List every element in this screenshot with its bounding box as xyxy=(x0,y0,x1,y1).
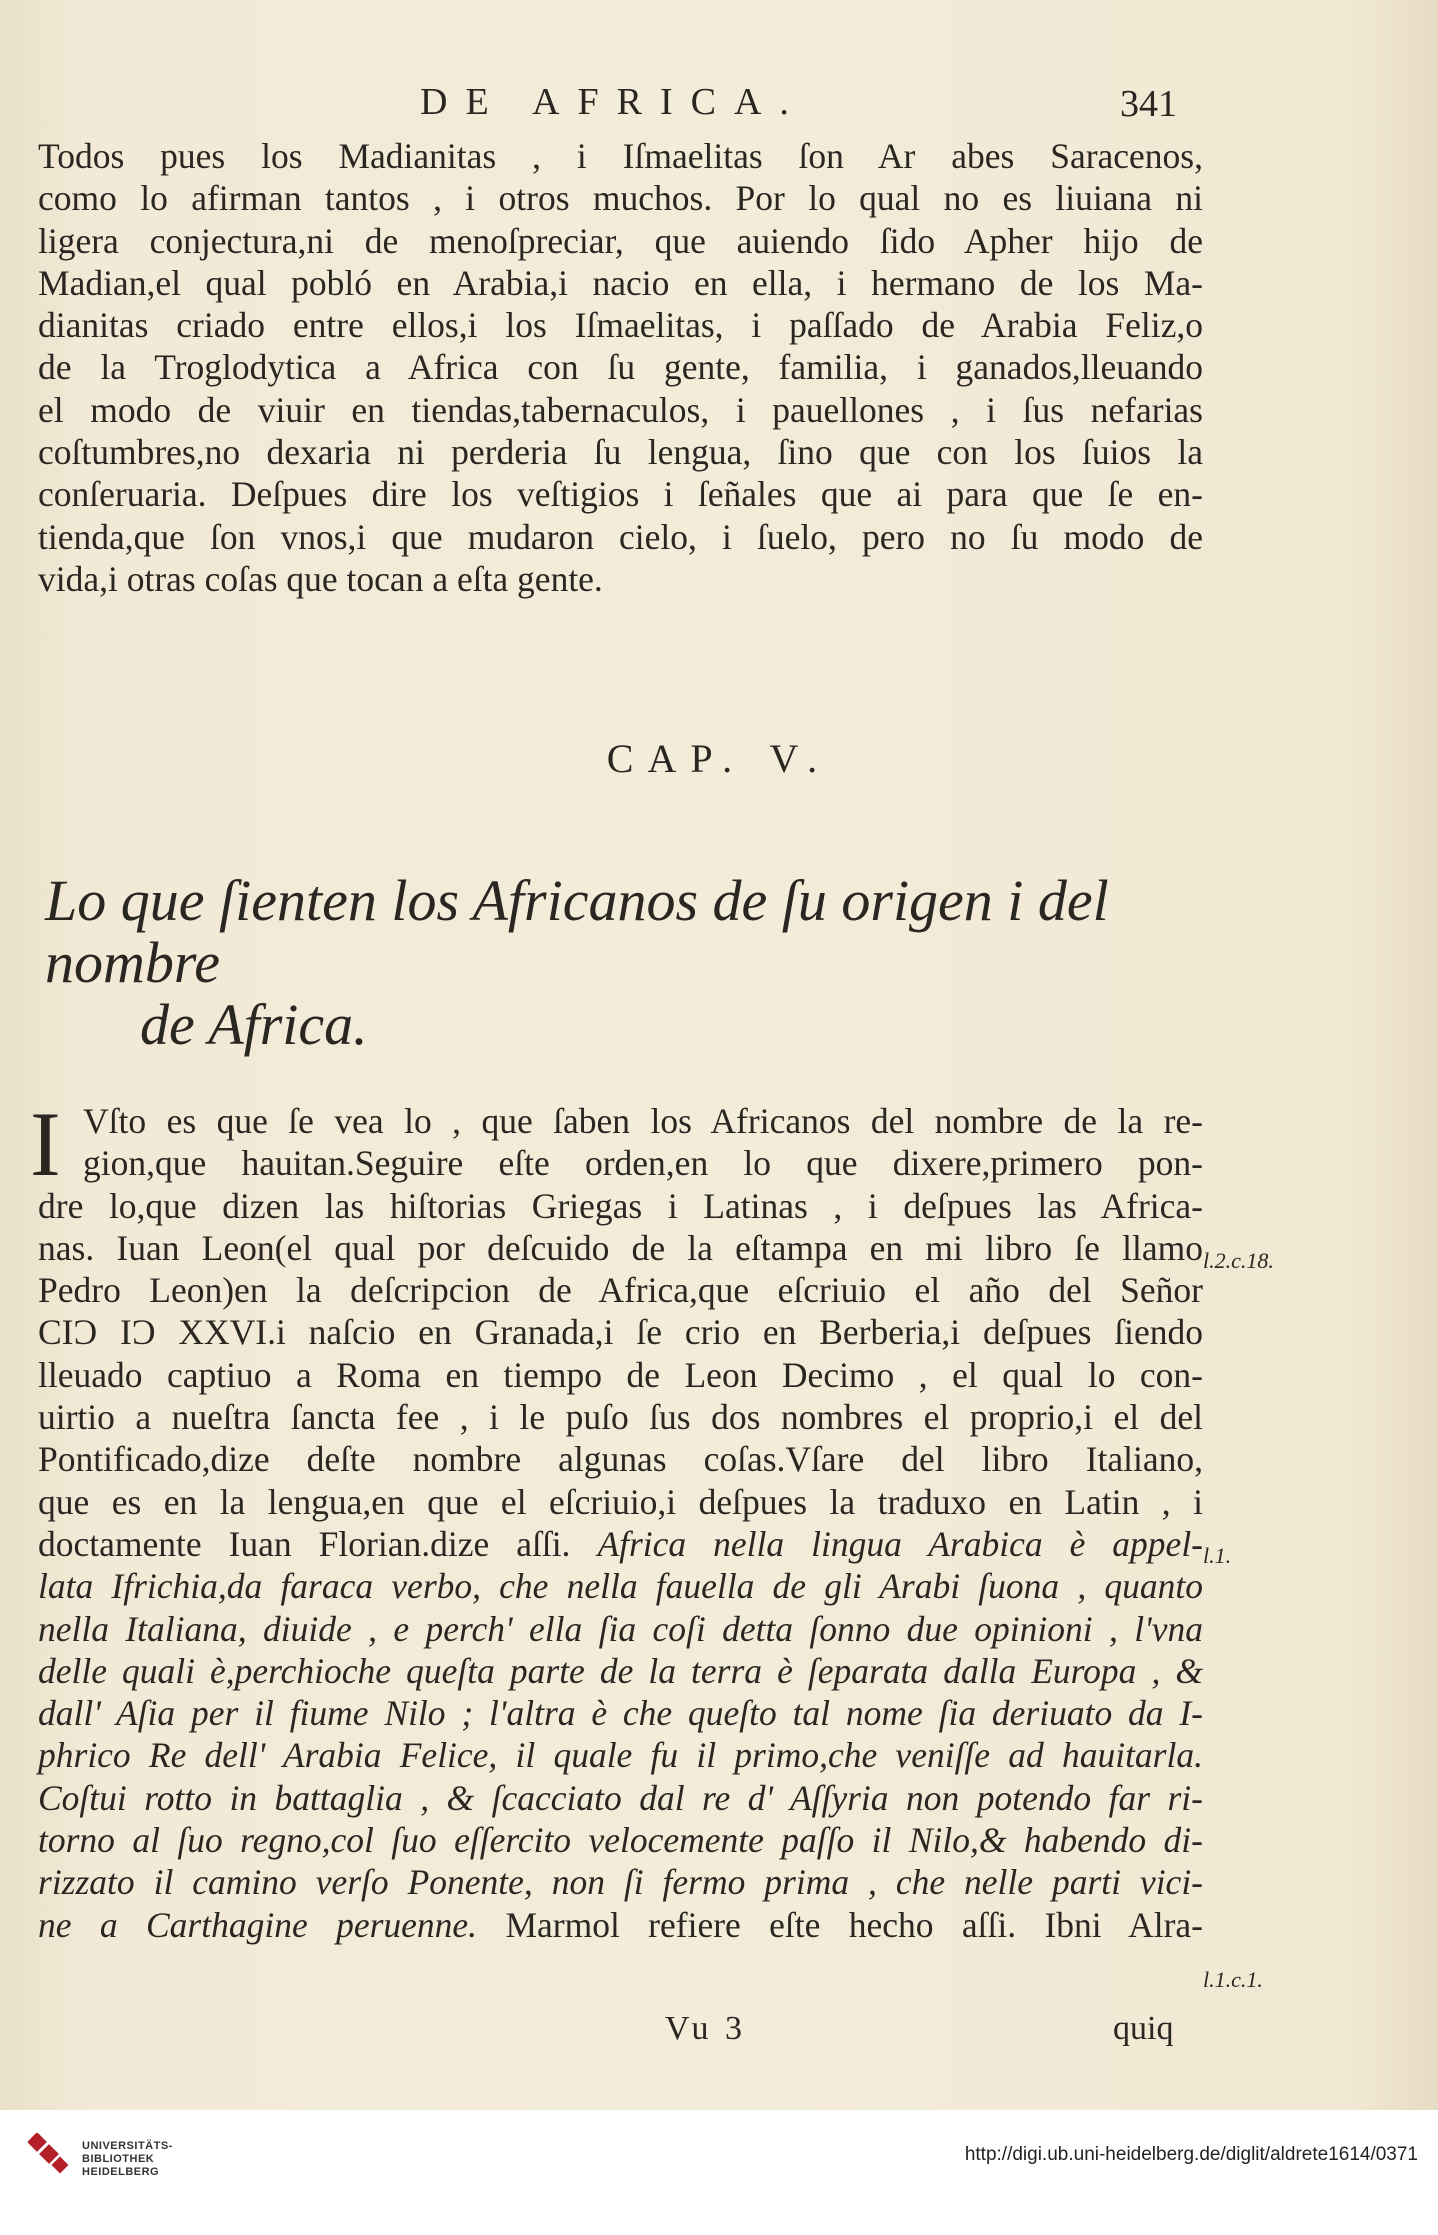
text-line: Todos pues los Madianitas , i Iſmaelitas ſon Ar abes Saracenos, xyxy=(38,136,1203,176)
library-name-line: HEIDELBERG xyxy=(82,2166,160,2178)
text-line: dianitas criado entre ellos,i los Iſmaelitas, i paſſado de Arabia Feliz,o xyxy=(38,305,1203,346)
text-line: el modo de viuir en tiendas,tabernaculos, i pauellones , i ſus nefarias xyxy=(38,389,1203,430)
italic-segment: ne a Carthagine peruenne. xyxy=(38,1904,478,1945)
text-line-mixed xyxy=(38,1523,1203,1565)
text-line: coſtumbres,no dexaria ni perderia ſu lengua, ſino que con los ſuios la xyxy=(38,432,1203,473)
text-line: dre lo,que dizen las hiſtorias Griegas i Latinas , i deſpues las Africa- xyxy=(38,1185,1203,1226)
italic-text-line: lata Ifrichia,da faraca verbo, che nella fauella de gli Arabi ſuona , quanto xyxy=(38,1566,1203,1607)
drop-cap: I xyxy=(30,1093,61,1195)
italic-text-line: torno al ſuo regno,col ſuo eſſercito velocemente paſſo il Nilo,& habendo di- xyxy=(38,1820,1203,1861)
italic-text-line: rizzato il camino verſo Ponente, non ſi fermo prima , che nelle parti vici- xyxy=(38,1862,1203,1903)
text-line: nas. Iuan Leon(el qual por deſcuido de la eſtampa en mi libro ſe llamo xyxy=(38,1227,1203,1268)
text-line: Vſto es que ſe vea lo , que ſaben los Africanos del nombre de la re- xyxy=(83,1101,1203,1141)
library-name-line: BIBLIOTHEK xyxy=(82,2153,155,2165)
chapter-title-line-2: de Africa. xyxy=(140,992,368,1057)
running-head xyxy=(0,80,1438,130)
margin-note: l.1. xyxy=(1203,1543,1232,1568)
chapter-title-line-1: Lo que ſienten los Africanos de ſu origen i del nombre xyxy=(45,868,1109,995)
text-line: como lo afirman tantos , i otros muchos. Por lo qual no es liuiana ni xyxy=(38,178,1203,219)
text-line: de la Troglodytica a Africa con ſu gente, familia, i ganados,lleuando xyxy=(38,347,1203,388)
library-logo-icon xyxy=(28,2133,70,2175)
text-line: Madian,el qual pobló en Arabia,i nacio en ella, i hermano de los Ma- xyxy=(38,262,1203,303)
chapter-heading: CAP. V. xyxy=(606,736,832,781)
chapter-title xyxy=(45,870,1205,1056)
text-line: vida,i otras coſas que tocan a eſta gente. xyxy=(38,558,603,599)
roman-segment: Marmol refiere eſte hecho aſſi. Ibni Alra- xyxy=(505,1904,1203,1945)
text-line: conſeruaria. Deſpues dire los veſtigios i ſeñales que ai para que ſe en- xyxy=(38,474,1203,515)
running-title: DE AFRICA. xyxy=(420,81,807,123)
page-number: 341 xyxy=(1120,83,1177,125)
margin-note: l.1.c.1. xyxy=(1203,1967,1263,1992)
text-line: uirtio a nueſtra ſancta fee , i le puſo ſus dos nombres el proprio,i el del xyxy=(38,1397,1203,1438)
text-line: CIƆ IƆ XXVI.i naſcio en Granada,i ſe crio en Berberia,i deſpues ſiendo xyxy=(38,1312,1203,1353)
text-line: lleuado captiuo a Roma en tiempo de Leon Decimo , el qual lo con- xyxy=(38,1354,1203,1395)
text-line-mixed xyxy=(38,1904,1203,1946)
italic-text-line: Coſtui rotto in battaglia , & ſcacciato dal re d' Aſſyria non potendo far ri- xyxy=(38,1777,1203,1818)
text-line: ligera conjectura,ni de menoſpreciar, que auiendo ſido Apher hijo de xyxy=(38,220,1203,261)
italic-segment: Africa nella lingua Arabica è appel- xyxy=(597,1523,1204,1564)
library-name xyxy=(82,2140,173,2179)
text-line: tienda,que ſon vnos,i que mudaron cielo, i ſuelo, pero no ſu modo de xyxy=(38,516,1203,557)
text-line: Pontificado,dize deſte nombre algunas coſas.Vſare del libro Italiano, xyxy=(38,1439,1203,1480)
text-line: Pedro Leon)en la deſcripcion de Africa,que eſcriuio el año del Señor xyxy=(38,1270,1203,1311)
italic-text-line: nella Italiana, diuide , e perch' ella ſia coſi detta ſonno due opinioni , l'vna xyxy=(38,1608,1203,1649)
signature-mark: Vu 3 xyxy=(665,2010,747,2047)
library-name-line: UNIVERSITÄTS- xyxy=(82,2140,173,2152)
library-footer-bar xyxy=(0,2110,1438,2235)
text-line: que es en la lengua,en que el eſcriuio,i deſpues la traduxo en Latin , i xyxy=(38,1481,1203,1522)
paragraph-2 xyxy=(38,1100,1203,1946)
italic-text-line: delle quali è,perchioche queſta parte de la terra è ſeparata dalla Europa , & xyxy=(38,1650,1203,1691)
catchword: quiq xyxy=(1113,2010,1174,2047)
roman-segment: doctamente Iuan Florian.dize aſſi. xyxy=(38,1523,571,1564)
italic-text-line: dall' Aſia per il fiume Nilo ; l'altra è che queſto tal nome ſia deriuato da I- xyxy=(38,1693,1203,1734)
margin-note: l.2.c.18. xyxy=(1203,1248,1274,1273)
source-url-link[interactable]: http://digi.ub.uni-heidelberg.de/diglit/aldrete1614/0371 xyxy=(964,2144,1418,2165)
text-line: gion,que hauitan.Seguire eſte orden,en lo que dixere,primero pon- xyxy=(83,1143,1203,1184)
paragraph-1 xyxy=(38,135,1203,600)
italic-text-line: phrico Re dell' Arabia Felice, il quale fu il primo,che veniſſe ad hauitarla. xyxy=(38,1735,1203,1776)
page-footer xyxy=(0,2010,1438,2055)
